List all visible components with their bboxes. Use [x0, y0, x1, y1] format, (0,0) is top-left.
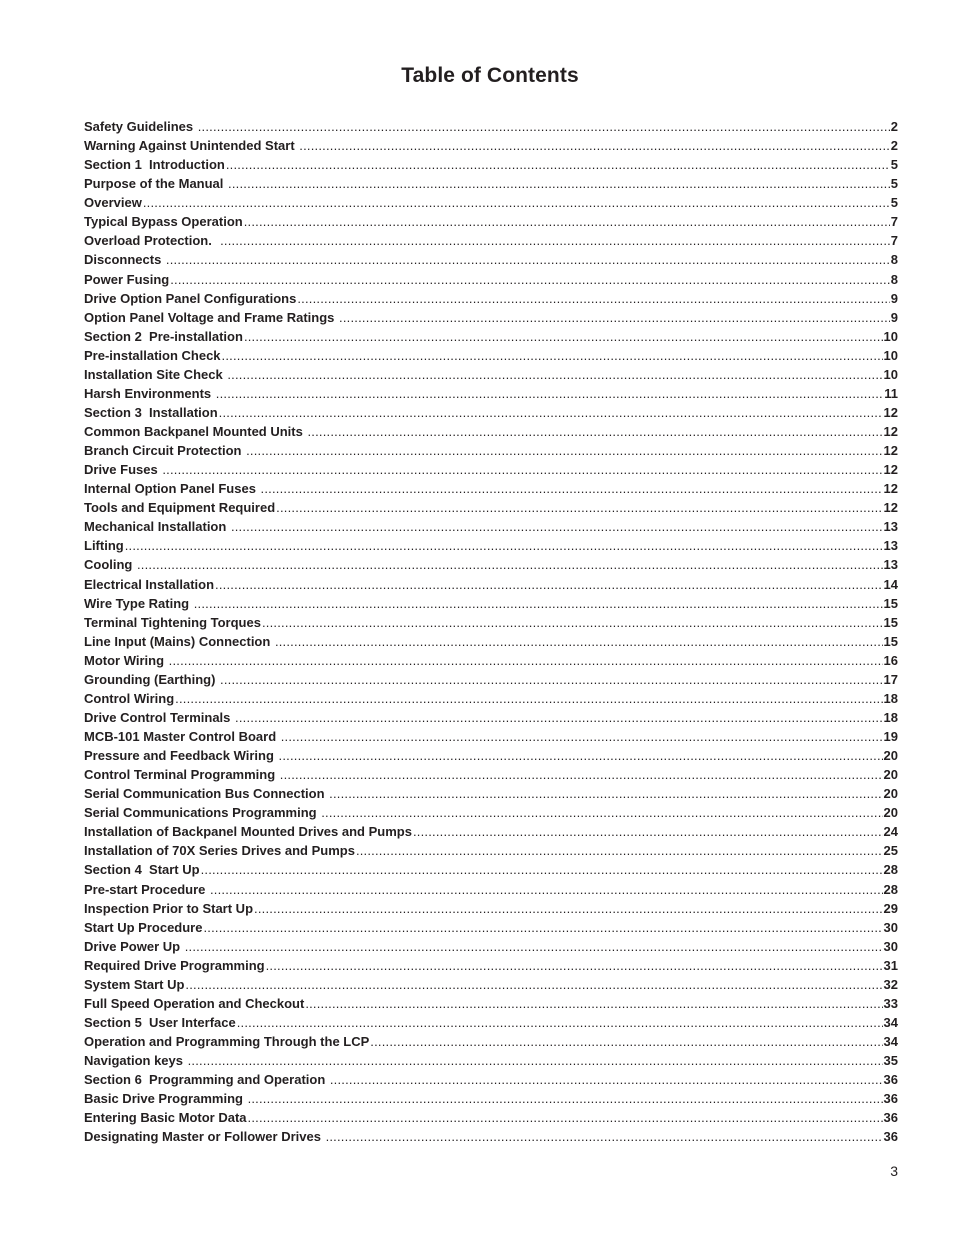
toc-entry-page: 34	[883, 1014, 898, 1030]
toc-entry[interactable]	[84, 691, 898, 710]
toc-dot-leader	[262, 615, 883, 630]
toc-entry[interactable]	[84, 748, 898, 767]
toc-dot-leader	[201, 862, 883, 877]
toc-entry-page: 12	[883, 443, 898, 459]
toc-entry-page: 31	[883, 957, 898, 973]
toc-dot-leader	[222, 348, 883, 363]
toc-entry[interactable]	[84, 252, 898, 271]
toc-entry-page: 30	[883, 919, 898, 935]
toc-entry-page: 30	[883, 938, 898, 954]
toc-dot-leader	[228, 176, 890, 191]
toc-entry-label: Pre-start Procedure	[84, 881, 209, 897]
toc-entry-label: Drive Control Terminals	[84, 709, 235, 725]
toc-dot-leader	[370, 1034, 882, 1049]
toc-entry[interactable]	[84, 272, 898, 291]
toc-entry-page: 10	[883, 328, 898, 344]
toc-entry[interactable]	[84, 538, 898, 557]
toc-entry-label: Designating Master or Follower Drives	[84, 1129, 325, 1145]
toc-entry[interactable]	[84, 1110, 898, 1129]
toc-entry[interactable]	[84, 1034, 898, 1053]
toc-entry-label: Cooling	[84, 557, 136, 573]
toc-dot-leader	[235, 710, 883, 725]
toc-dot-leader	[215, 577, 882, 592]
toc-entry[interactable]	[84, 329, 898, 348]
toc-dot-leader	[169, 653, 883, 668]
toc-entry-label: Operation and Programming Through the LCP	[84, 1034, 370, 1049]
toc-entry-label: Inspection Prior to Start Up	[84, 900, 254, 916]
toc-entry-page: 18	[883, 690, 898, 706]
toc-dot-leader	[254, 901, 883, 916]
toc-entry-label: Option Panel Voltage and Frame Ratings	[84, 309, 339, 325]
toc-entry-label: Entering Basic Motor Data	[84, 1110, 247, 1126]
toc-dot-leader	[305, 996, 882, 1011]
toc-entry-label: Control Terminal Programming	[84, 767, 279, 783]
toc-dot-leader	[185, 939, 883, 954]
toc-dot-leader	[227, 367, 882, 382]
toc-entry[interactable]	[84, 195, 898, 214]
toc-entry-label: Pressure and Feedback Wiring	[84, 748, 278, 764]
toc-dot-leader	[326, 1129, 883, 1144]
toc-entry-page: 11	[884, 385, 898, 401]
toc-entry-page: 2	[890, 138, 898, 154]
toc-entry-label: Section 1 Introduction	[84, 157, 225, 173]
toc-entry[interactable]	[84, 557, 898, 576]
toc-entry[interactable]	[84, 348, 898, 367]
toc-dot-leader	[356, 843, 883, 858]
toc-entry-label: Lifting	[84, 538, 124, 554]
toc-dot-leader	[266, 958, 883, 973]
toc-dot-leader	[188, 1053, 883, 1068]
toc-dot-leader	[125, 538, 883, 553]
toc-entry-label: Branch Circuit Protection	[84, 443, 246, 459]
toc-entry[interactable]	[84, 977, 898, 996]
toc-dot-leader	[248, 1110, 883, 1125]
toc-entry-label: Section 3 Installation	[84, 404, 218, 420]
toc-entry[interactable]	[84, 920, 898, 939]
toc-entry-label: Line Input (Mains) Connection	[84, 633, 274, 649]
toc-entry[interactable]	[84, 939, 898, 958]
toc-entry-page: 2	[890, 119, 898, 134]
toc-entry-page: 15	[883, 633, 898, 649]
toc-entry[interactable]	[84, 634, 898, 653]
toc-entry[interactable]	[84, 310, 898, 329]
toc-entry-page: 24	[883, 824, 898, 840]
toc-entry-label: Control Wiring	[84, 690, 175, 706]
toc-entry-page: 17	[883, 671, 898, 687]
toc-dot-leader	[170, 272, 890, 287]
toc-dot-leader	[413, 824, 883, 839]
toc-dot-leader	[276, 500, 882, 515]
toc-entry[interactable]	[84, 176, 898, 195]
toc-entry[interactable]	[84, 367, 898, 386]
toc-entry-label: Wire Type Rating	[84, 595, 193, 611]
toc-dot-leader	[261, 481, 883, 496]
toc-dot-leader	[194, 596, 883, 611]
toc-dot-leader	[307, 424, 882, 439]
toc-entry-page: 13	[883, 519, 898, 535]
toc-entry-label: Overview	[84, 195, 142, 211]
toc-entry[interactable]	[84, 729, 898, 748]
toc-entry-page: 5	[890, 176, 898, 192]
toc-dot-leader	[175, 691, 882, 706]
toc-entry-label: Required Drive Programming	[84, 957, 265, 973]
toc-entry[interactable]	[84, 710, 898, 729]
toc-dot-leader	[330, 1072, 883, 1087]
toc-entry[interactable]	[84, 1072, 898, 1091]
toc-entry[interactable]	[84, 500, 898, 519]
toc-entry[interactable]	[84, 958, 898, 977]
toc-entry-page: 18	[883, 709, 898, 725]
toc-entry-page: 8	[890, 252, 898, 268]
toc-dot-leader	[219, 405, 883, 420]
toc-dot-leader	[226, 157, 890, 172]
toc-entry[interactable]	[84, 996, 898, 1015]
toc-entry-page: 20	[883, 767, 898, 783]
toc-entry-page: 36	[883, 1110, 898, 1126]
toc-entry-page: 36	[883, 1091, 898, 1107]
toc-entry[interactable]	[84, 519, 898, 538]
toc-entry-page: 14	[883, 576, 898, 592]
toc-entry-page: 9	[890, 309, 898, 325]
toc-entry-label: Installation of Backpanel Mounted Drives and Pumps	[84, 824, 412, 840]
toc-entry-page: 20	[883, 805, 898, 821]
toc-entry-label: Tools and Equipment Required	[84, 500, 276, 516]
toc-entry[interactable]	[84, 386, 898, 405]
toc-entry-page: 12	[883, 404, 898, 420]
toc-entry-label: Serial Communication Bus Connection	[84, 786, 329, 802]
toc-entry-label: Installation Site Check	[84, 366, 227, 382]
toc-dot-leader	[246, 443, 882, 458]
toc-entry[interactable]	[84, 767, 898, 786]
toc-entry-label: Drive Option Panel Configurations	[84, 290, 297, 306]
toc-dot-leader	[220, 233, 890, 248]
toc-dot-leader	[143, 195, 890, 210]
toc-dot-leader	[279, 748, 883, 763]
toc-entry[interactable]	[84, 786, 898, 805]
toc-entry-page: 12	[883, 500, 898, 516]
toc-entry[interactable]	[84, 424, 898, 443]
toc-entry-label: Common Backpanel Mounted Units	[84, 424, 307, 439]
toc-entry-label: Section 6 Programming and Operation	[84, 1072, 329, 1088]
toc-entry-page: 28	[883, 862, 898, 878]
toc-entry[interactable]	[84, 843, 898, 862]
toc-entry-label: Installation of 70X Series Drives and Pumps	[84, 843, 355, 859]
toc-entry-label: Section 4 Start Up	[84, 862, 200, 878]
toc-entry[interactable]	[84, 577, 898, 596]
toc-entry-label: Purpose of the Manual	[84, 176, 228, 192]
toc-entry[interactable]	[84, 615, 898, 634]
toc-entry-page: 34	[883, 1034, 898, 1049]
toc-entry-page: 12	[883, 481, 898, 497]
toc-entry-page: 33	[883, 995, 898, 1011]
toc-entry[interactable]	[84, 862, 898, 881]
toc-entry[interactable]	[84, 214, 898, 233]
toc-entry-label: Power Fusing	[84, 271, 170, 287]
toc-entry-label: Harsh Environments	[84, 385, 215, 401]
toc-entry-label: Safety Guidelines	[84, 119, 197, 134]
toc-entry[interactable]	[84, 596, 898, 615]
toc-entry[interactable]	[84, 653, 898, 672]
toc-dot-leader	[329, 786, 882, 801]
toc-entry-page: 15	[883, 595, 898, 611]
toc-entry-label: Basic Drive Programming	[84, 1091, 247, 1107]
toc-entry-label: Disconnects	[84, 252, 165, 268]
toc-entry-label: Section 5 User Interface	[84, 1014, 236, 1030]
table-of-contents	[84, 119, 898, 1148]
toc-dot-leader	[244, 329, 883, 344]
toc-entry-page: 35	[883, 1053, 898, 1069]
toc-dot-leader	[216, 386, 883, 401]
toc-dot-leader	[237, 1015, 883, 1030]
toc-entry[interactable]	[84, 119, 898, 138]
toc-entry-page: 15	[883, 614, 898, 630]
toc-entry-page: 29	[883, 900, 898, 916]
toc-entry[interactable]	[84, 157, 898, 176]
toc-dot-leader	[220, 672, 882, 687]
toc-entry-label: Drive Fuses	[84, 462, 162, 478]
toc-entry-page: 13	[883, 557, 898, 573]
toc-entry-label: Grounding (Earthing)	[84, 671, 220, 687]
toc-dot-leader	[281, 729, 883, 744]
toc-entry-label: Internal Option Panel Fuses	[84, 481, 260, 497]
toc-entry-page: 8	[890, 271, 898, 287]
toc-entry[interactable]	[84, 291, 898, 310]
page-title: Table of Contents	[401, 64, 579, 87]
toc-entry-page: 7	[890, 233, 898, 249]
toc-dot-leader	[280, 767, 883, 782]
toc-dot-leader	[248, 1091, 883, 1106]
toc-entry-page: 5	[890, 157, 898, 173]
toc-entry-page: 19	[883, 729, 898, 744]
toc-entry[interactable]	[84, 1091, 898, 1110]
toc-entry-page: 10	[883, 366, 898, 382]
toc-entry-label: Motor Wiring	[84, 652, 168, 668]
toc-entry-label: Warning Against Unintended Start	[84, 138, 299, 154]
toc-dot-leader	[203, 920, 882, 935]
toc-entry[interactable]	[84, 1053, 898, 1072]
toc-entry[interactable]	[84, 462, 898, 481]
toc-entry-label: Typical Bypass Operation	[84, 214, 243, 230]
toc-entry[interactable]	[84, 901, 898, 920]
toc-entry[interactable]	[84, 824, 898, 843]
toc-entry[interactable]	[84, 882, 898, 901]
toc-entry-page: 25	[883, 843, 898, 859]
toc-entry-page: 12	[883, 462, 898, 478]
toc-entry[interactable]	[84, 1015, 898, 1034]
toc-dot-leader	[244, 214, 890, 229]
toc-entry-label: Start Up Procedure	[84, 919, 203, 935]
page-number: 3	[890, 1163, 898, 1179]
toc-entry[interactable]	[84, 443, 898, 462]
toc-dot-leader	[185, 977, 882, 992]
toc-entry-label: Overload Protection.	[84, 233, 220, 249]
toc-entry-label: Terminal Tightening Torques	[84, 614, 261, 630]
toc-entry-label: Navigation keys	[84, 1053, 187, 1069]
toc-entry[interactable]	[84, 805, 898, 824]
toc-entry-label: Pre-installation Check	[84, 347, 221, 363]
toc-entry-page: 7	[890, 214, 898, 230]
toc-dot-leader	[162, 462, 882, 477]
toc-dot-leader	[275, 634, 883, 649]
toc-entry-page: 12	[883, 424, 898, 439]
toc-entry-page: 10	[883, 347, 898, 363]
toc-entry-label: Mechanical Installation	[84, 519, 230, 535]
toc-dot-leader	[166, 252, 890, 267]
toc-entry-page: 28	[883, 881, 898, 897]
toc-entry[interactable]	[84, 1129, 898, 1148]
toc-entry-label: Electrical Installation	[84, 576, 215, 592]
toc-entry-label: Serial Communications Programming	[84, 805, 321, 821]
toc-dot-leader	[339, 310, 890, 325]
toc-dot-leader	[231, 519, 883, 534]
toc-entry-page: 9	[890, 290, 898, 306]
toc-dot-leader	[297, 291, 889, 306]
toc-entry-label: System Start Up	[84, 976, 185, 992]
toc-entry[interactable]	[84, 233, 898, 252]
toc-entry-page: 20	[883, 786, 898, 802]
toc-dot-leader	[210, 882, 883, 897]
toc-dot-leader	[321, 805, 882, 820]
toc-entry-label: Full Speed Operation and Checkout	[84, 995, 305, 1011]
toc-entry-label: Drive Power Up	[84, 938, 184, 954]
toc-dot-leader	[137, 557, 883, 572]
toc-entry[interactable]	[84, 481, 898, 500]
toc-entry-page: 16	[883, 652, 898, 668]
toc-entry[interactable]	[84, 138, 898, 157]
toc-entry[interactable]	[84, 405, 898, 424]
toc-entry-page: 20	[883, 748, 898, 764]
toc-entry-page: 5	[890, 195, 898, 211]
toc-entry-page: 32	[883, 976, 898, 992]
toc-entry-page: 13	[883, 538, 898, 554]
toc-dot-leader	[299, 138, 890, 153]
toc-dot-leader	[198, 119, 890, 134]
toc-entry-label: MCB-101 Master Control Board	[84, 729, 280, 744]
toc-entry-label: Section 2 Pre-installation	[84, 328, 243, 344]
toc-entry[interactable]	[84, 672, 898, 691]
toc-entry-page: 36	[883, 1072, 898, 1088]
toc-entry-page: 36	[883, 1129, 898, 1145]
